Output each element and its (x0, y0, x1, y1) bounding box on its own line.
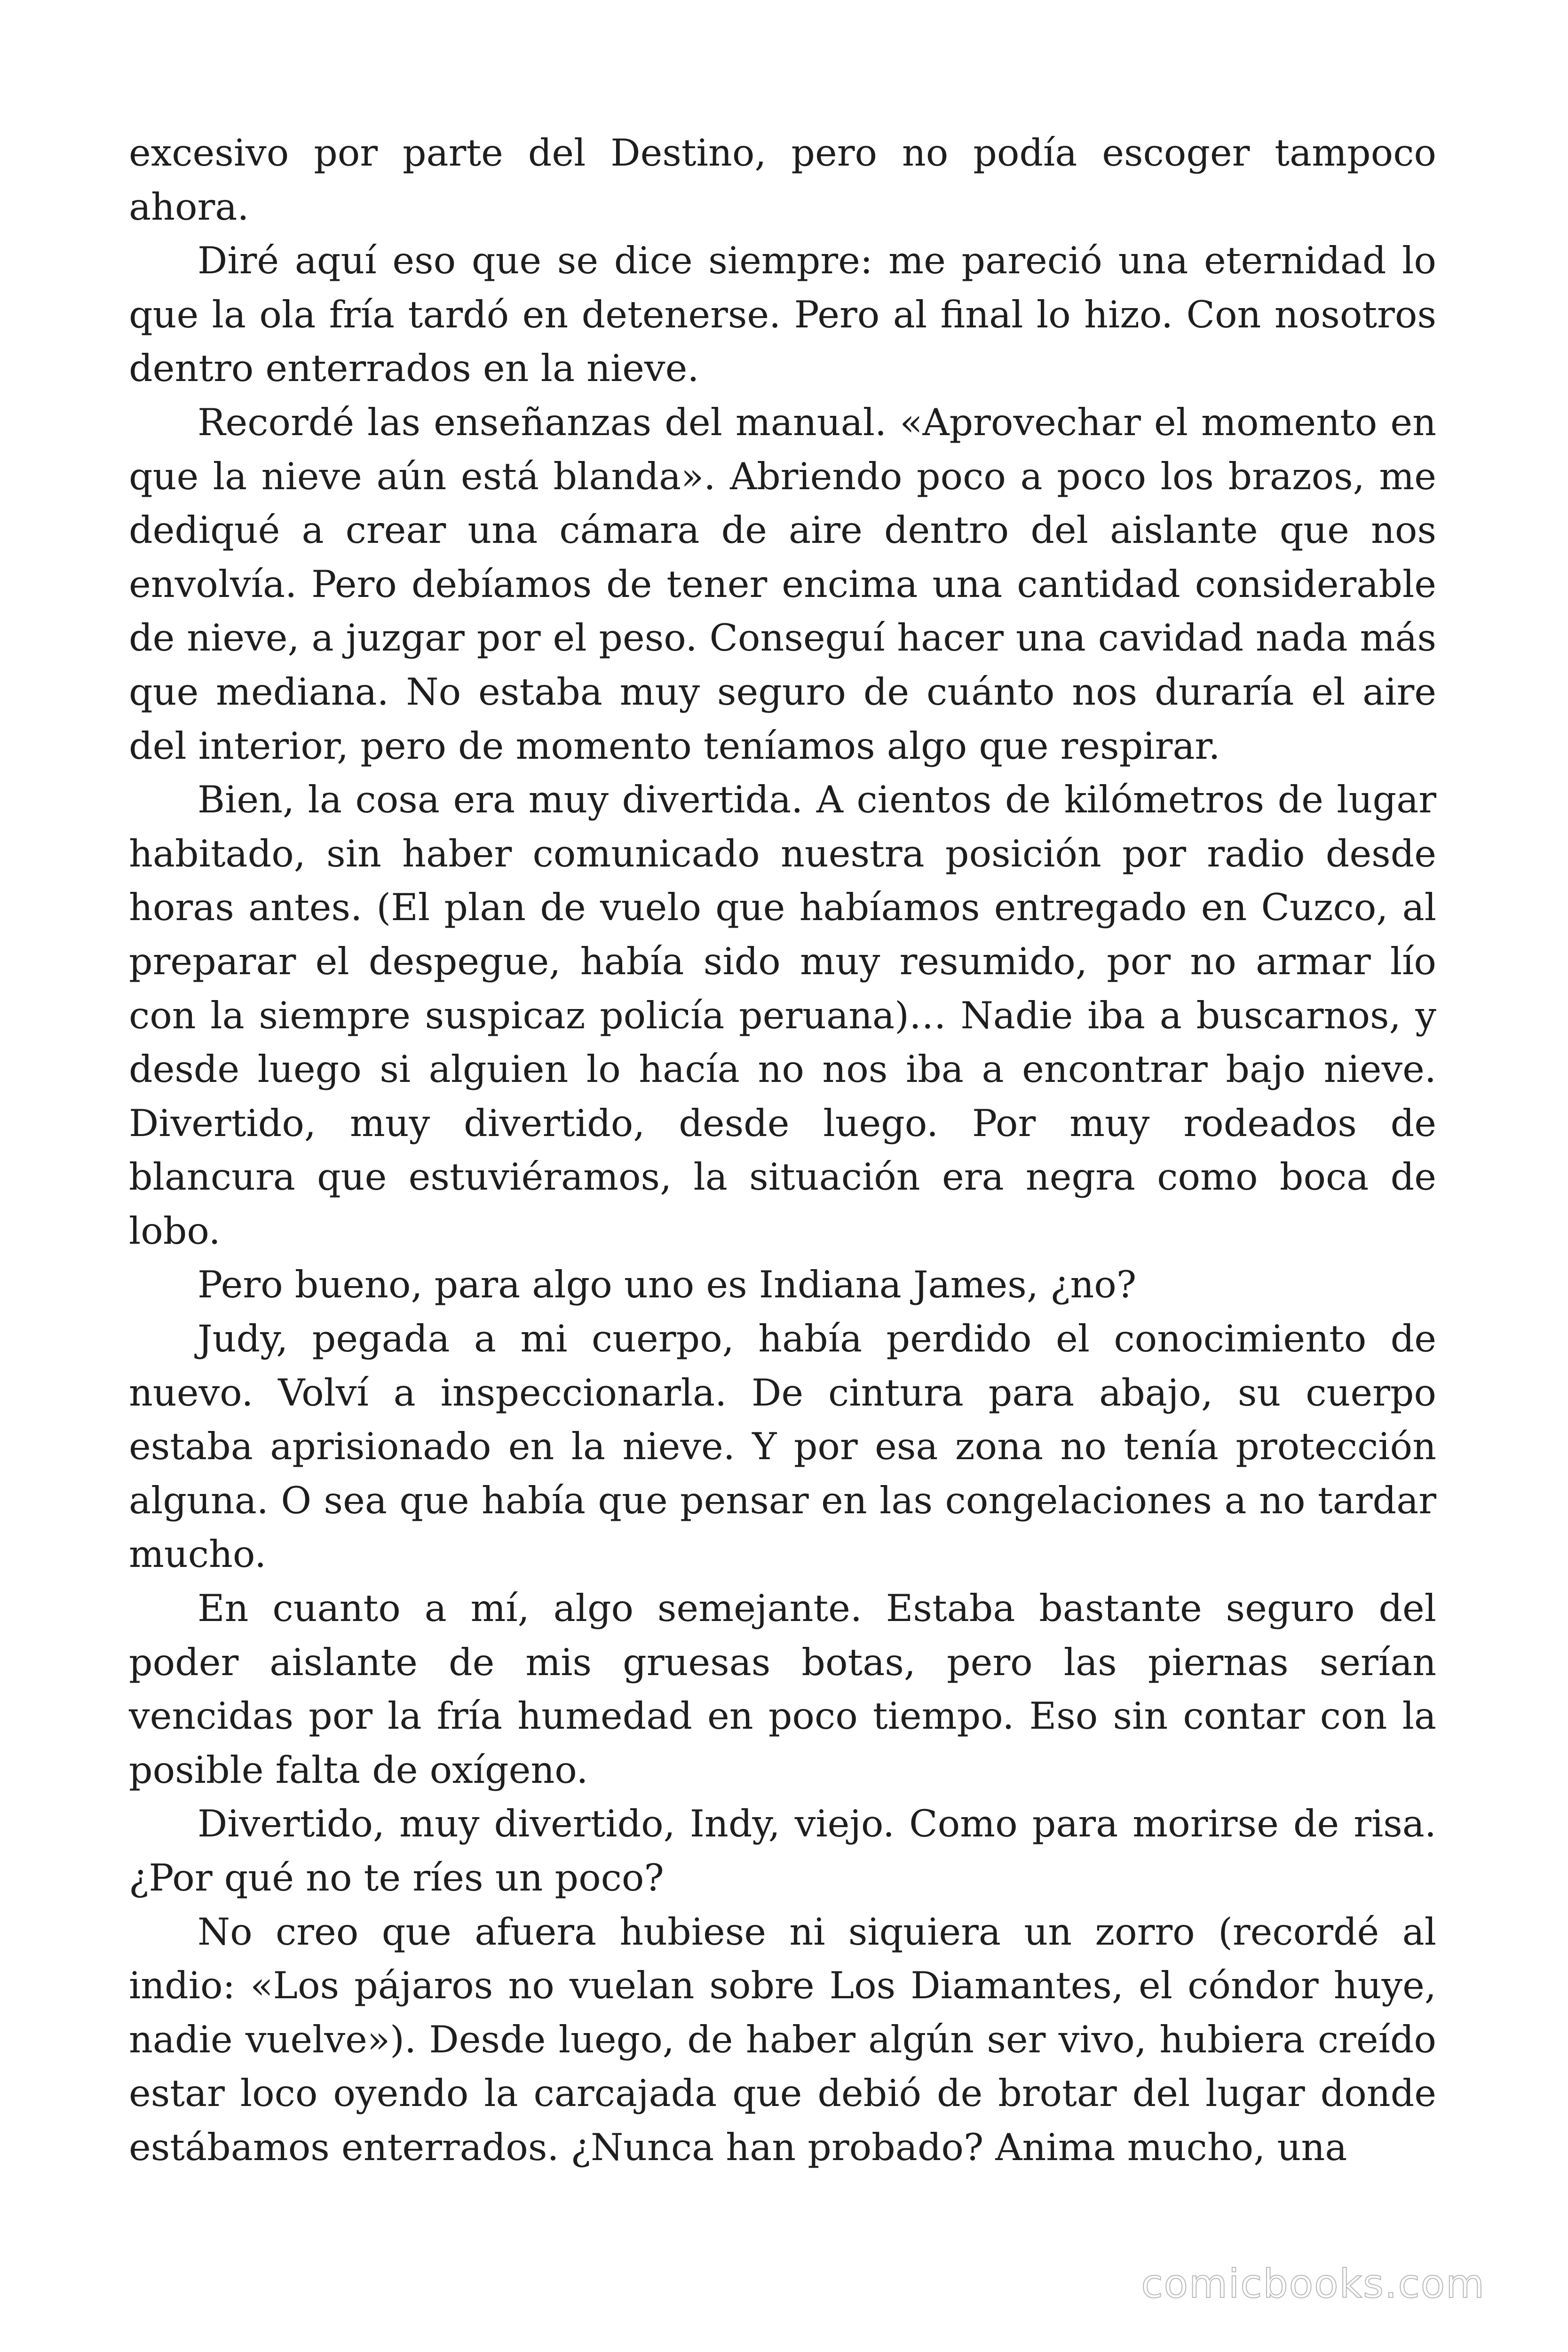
paragraph-4: Bien, la cosa era muy divertida. A cientos de kilómetros de lugar habitado, sin haber comunicado nuestra posición por radio desde horas antes. (El plan de vuelo que habíamos entregado en Cuzco, al preparar el despegue, había sido muy resumido, por no armar lío con la siempre suspicaz policía peruana)… Nadie iba a buscarnos, y desde luego si alguien lo hacía no nos iba a encontrar bajo nieve. Divertido, muy divertido, desde luego. Por muy rodeados de blancura que estuviéramos, la situación era negra como boca de lobo. (129, 778, 1436, 1253)
page-body (129, 126, 1436, 2175)
paragraph-9: No creo que afuera hubiese ni siquiera un zorro (recordé al indio: «Los pájaros no vuelan sobre Los Diamantes, el cóndor huye, nadie vuelve»). Desde luego, de haber algún ser vivo, hubiera creído estar loco oyendo la carcajada que debió de brotar del lugar donde estábamos enterrados. ¿Nunca han probado? Anima mucho, una (129, 1910, 1436, 2169)
paragraph-5: Pero bueno, para algo uno es Indiana James, ¿no? (198, 1263, 1137, 1307)
paragraph-2: Diré aquí eso que se dice siempre: me pareció una eternidad lo que la ola fría tardó en detenerse. Pero al final lo hizo. Con nosotros dentro enterrados en la nieve. (129, 239, 1436, 390)
paragraph-1: excesivo por parte del Destino, pero no podía escoger tampoco ahora. (129, 131, 1436, 229)
paragraph-6: Judy, pegada a mi cuerpo, había perdido el conocimiento de nuevo. Volví a inspeccionarla. De cintura para abajo, su cuerpo estaba aprisionado en la nieve. Y por esa zona no tenía protección alguna. O sea que había que pensar en las congelaciones a no tardar mucho. (129, 1317, 1436, 1576)
paragraph-3: Recordé las enseñanzas del manual. «Aprovechar el momento en que la nieve aún está blanda». Abriendo poco a poco los brazos, me dediqué a crear una cámara de aire dentro del aislante que nos envolvía. Pero debíamos de tener encima una cantidad considerable de nieve, a juzgar por el peso. Conseguí hacer una cavidad nada más que mediana. No estaba muy seguro de cuánto nos duraría el aire del interior, pero de momento teníamos algo que respirar. (129, 400, 1436, 768)
paragraph-7: En cuanto a mí, algo semejante. Estaba bastante seguro del poder aislante de mis gruesas botas, pero las piernas serían vencidas por la fría humedad en poco tiempo. Eso sin contar con la posible falta de oxígeno. (129, 1587, 1436, 1792)
watermark: comicbooks.com (1141, 2261, 1485, 2307)
paragraph-8: Divertido, muy divertido, Indy, viejo. Como para morirse de risa. ¿Por qué no te ríes un poco? (129, 1802, 1436, 1899)
